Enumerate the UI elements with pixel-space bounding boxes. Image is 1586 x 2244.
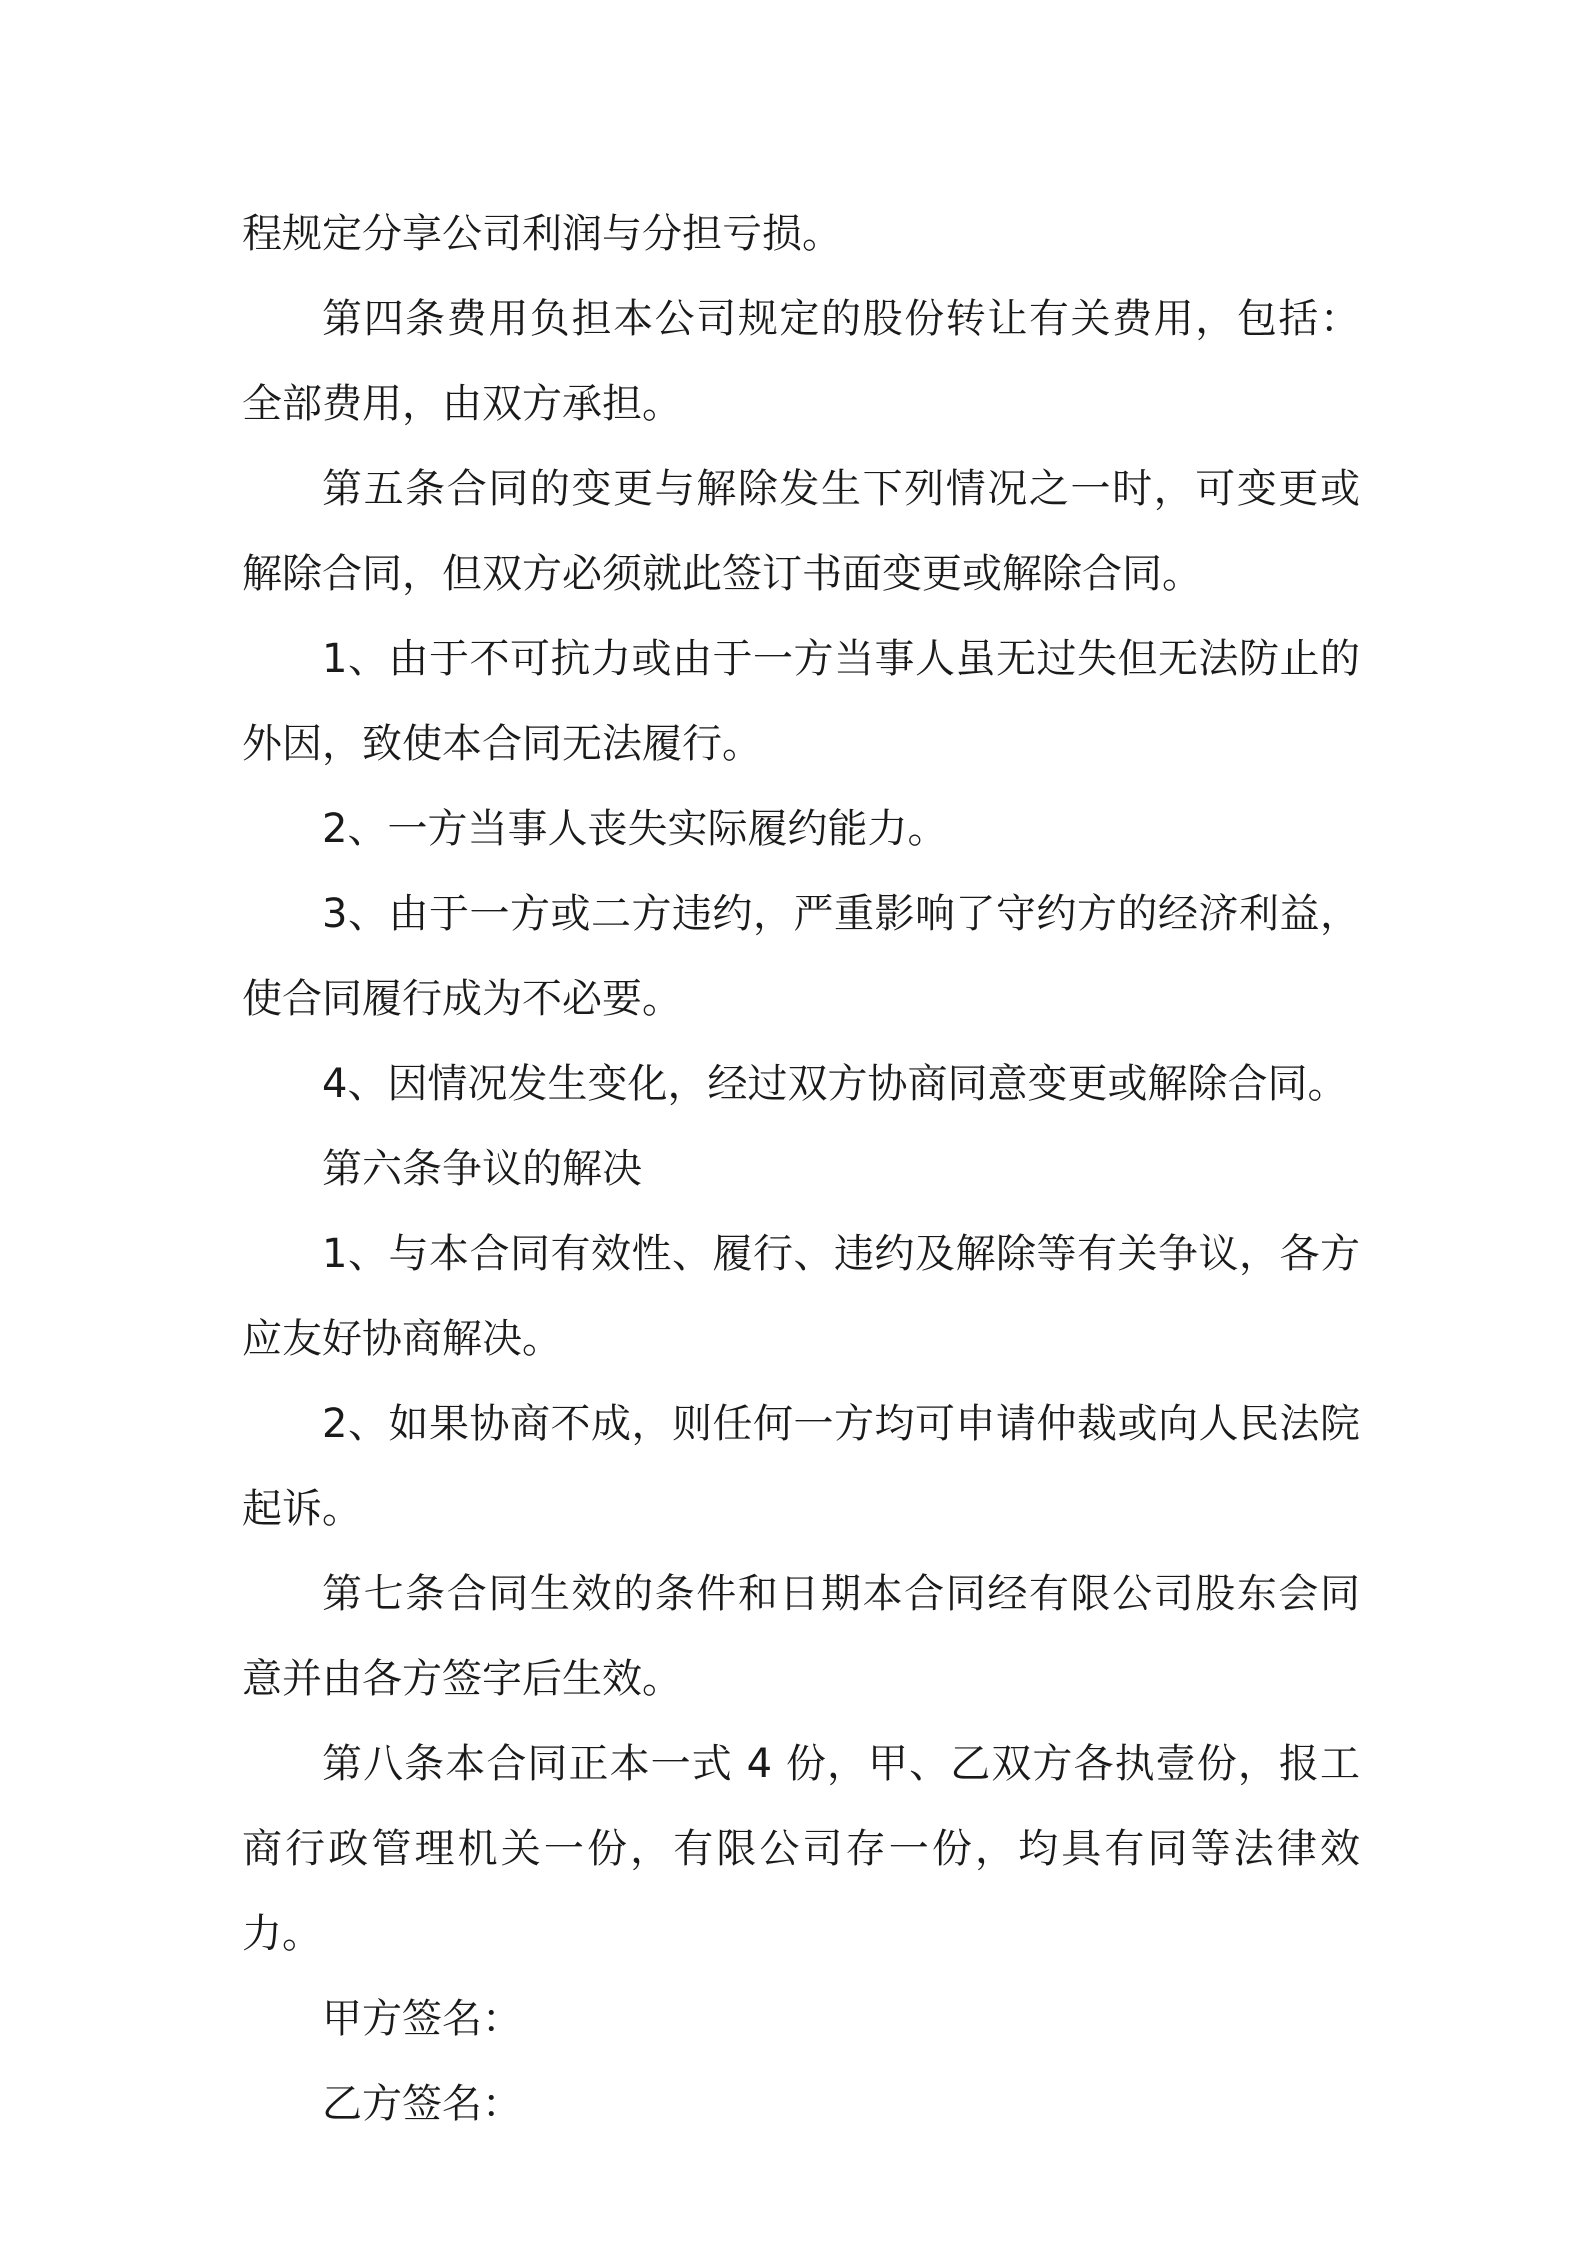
paragraph-article-5-item-2: 2、一方当事人丧失实际履约能力。 — [322, 806, 948, 852]
signature-party-b: 乙方签名： — [322, 2081, 522, 2127]
paragraph-article-8: 第八条本合同正本一式 4 份，甲、乙双方各执壹份，报工商行政管理机关一份，有限公司存一份，均具有同等法律效力。 — [242, 1741, 1360, 1957]
document-body — [242, 192, 1360, 2147]
paragraph-article-6-item-2: 2、如果协商不成，则任何一方均可申请仲裁或向人民法院起诉。 — [242, 1401, 1360, 1532]
paragraph-article-5: 第五条合同的变更与解除发生下列情况之一时，可变更或解除合同，但双方必须就此签订书面变更或解除合同。 — [242, 466, 1360, 597]
paragraph-article-6: 第六条争议的解决 — [322, 1146, 642, 1192]
paragraph-article-5-item-3: 3、由于一方或二方违约，严重影响了守约方的经济利益，使合同履行成为不必要。 — [242, 891, 1360, 1022]
signature-party-a: 甲方签名： — [322, 1996, 522, 2042]
paragraph-article-5-item-4: 4、因情况发生变化，经过双方协商同意变更或解除合同。 — [322, 1061, 1348, 1107]
paragraph-article-5-item-1: 1、由于不可抗力或由于一方当事人虽无过失但无法防止的外因，致使本合同无法履行。 — [242, 636, 1360, 767]
paragraph-continuation: 程规定分享公司利润与分担亏损。 — [242, 211, 842, 257]
paragraph-article-4: 第四条费用负担本公司规定的股份转让有关费用，包括：全部费用，由双方承担。 — [242, 296, 1360, 427]
paragraph-article-6-item-1: 1、与本合同有效性、履行、违约及解除等有关争议，各方应友好协商解决。 — [242, 1231, 1360, 1362]
paragraph-article-7: 第七条合同生效的条件和日期本合同经有限公司股东会同意并由各方签字后生效。 — [242, 1571, 1360, 1702]
